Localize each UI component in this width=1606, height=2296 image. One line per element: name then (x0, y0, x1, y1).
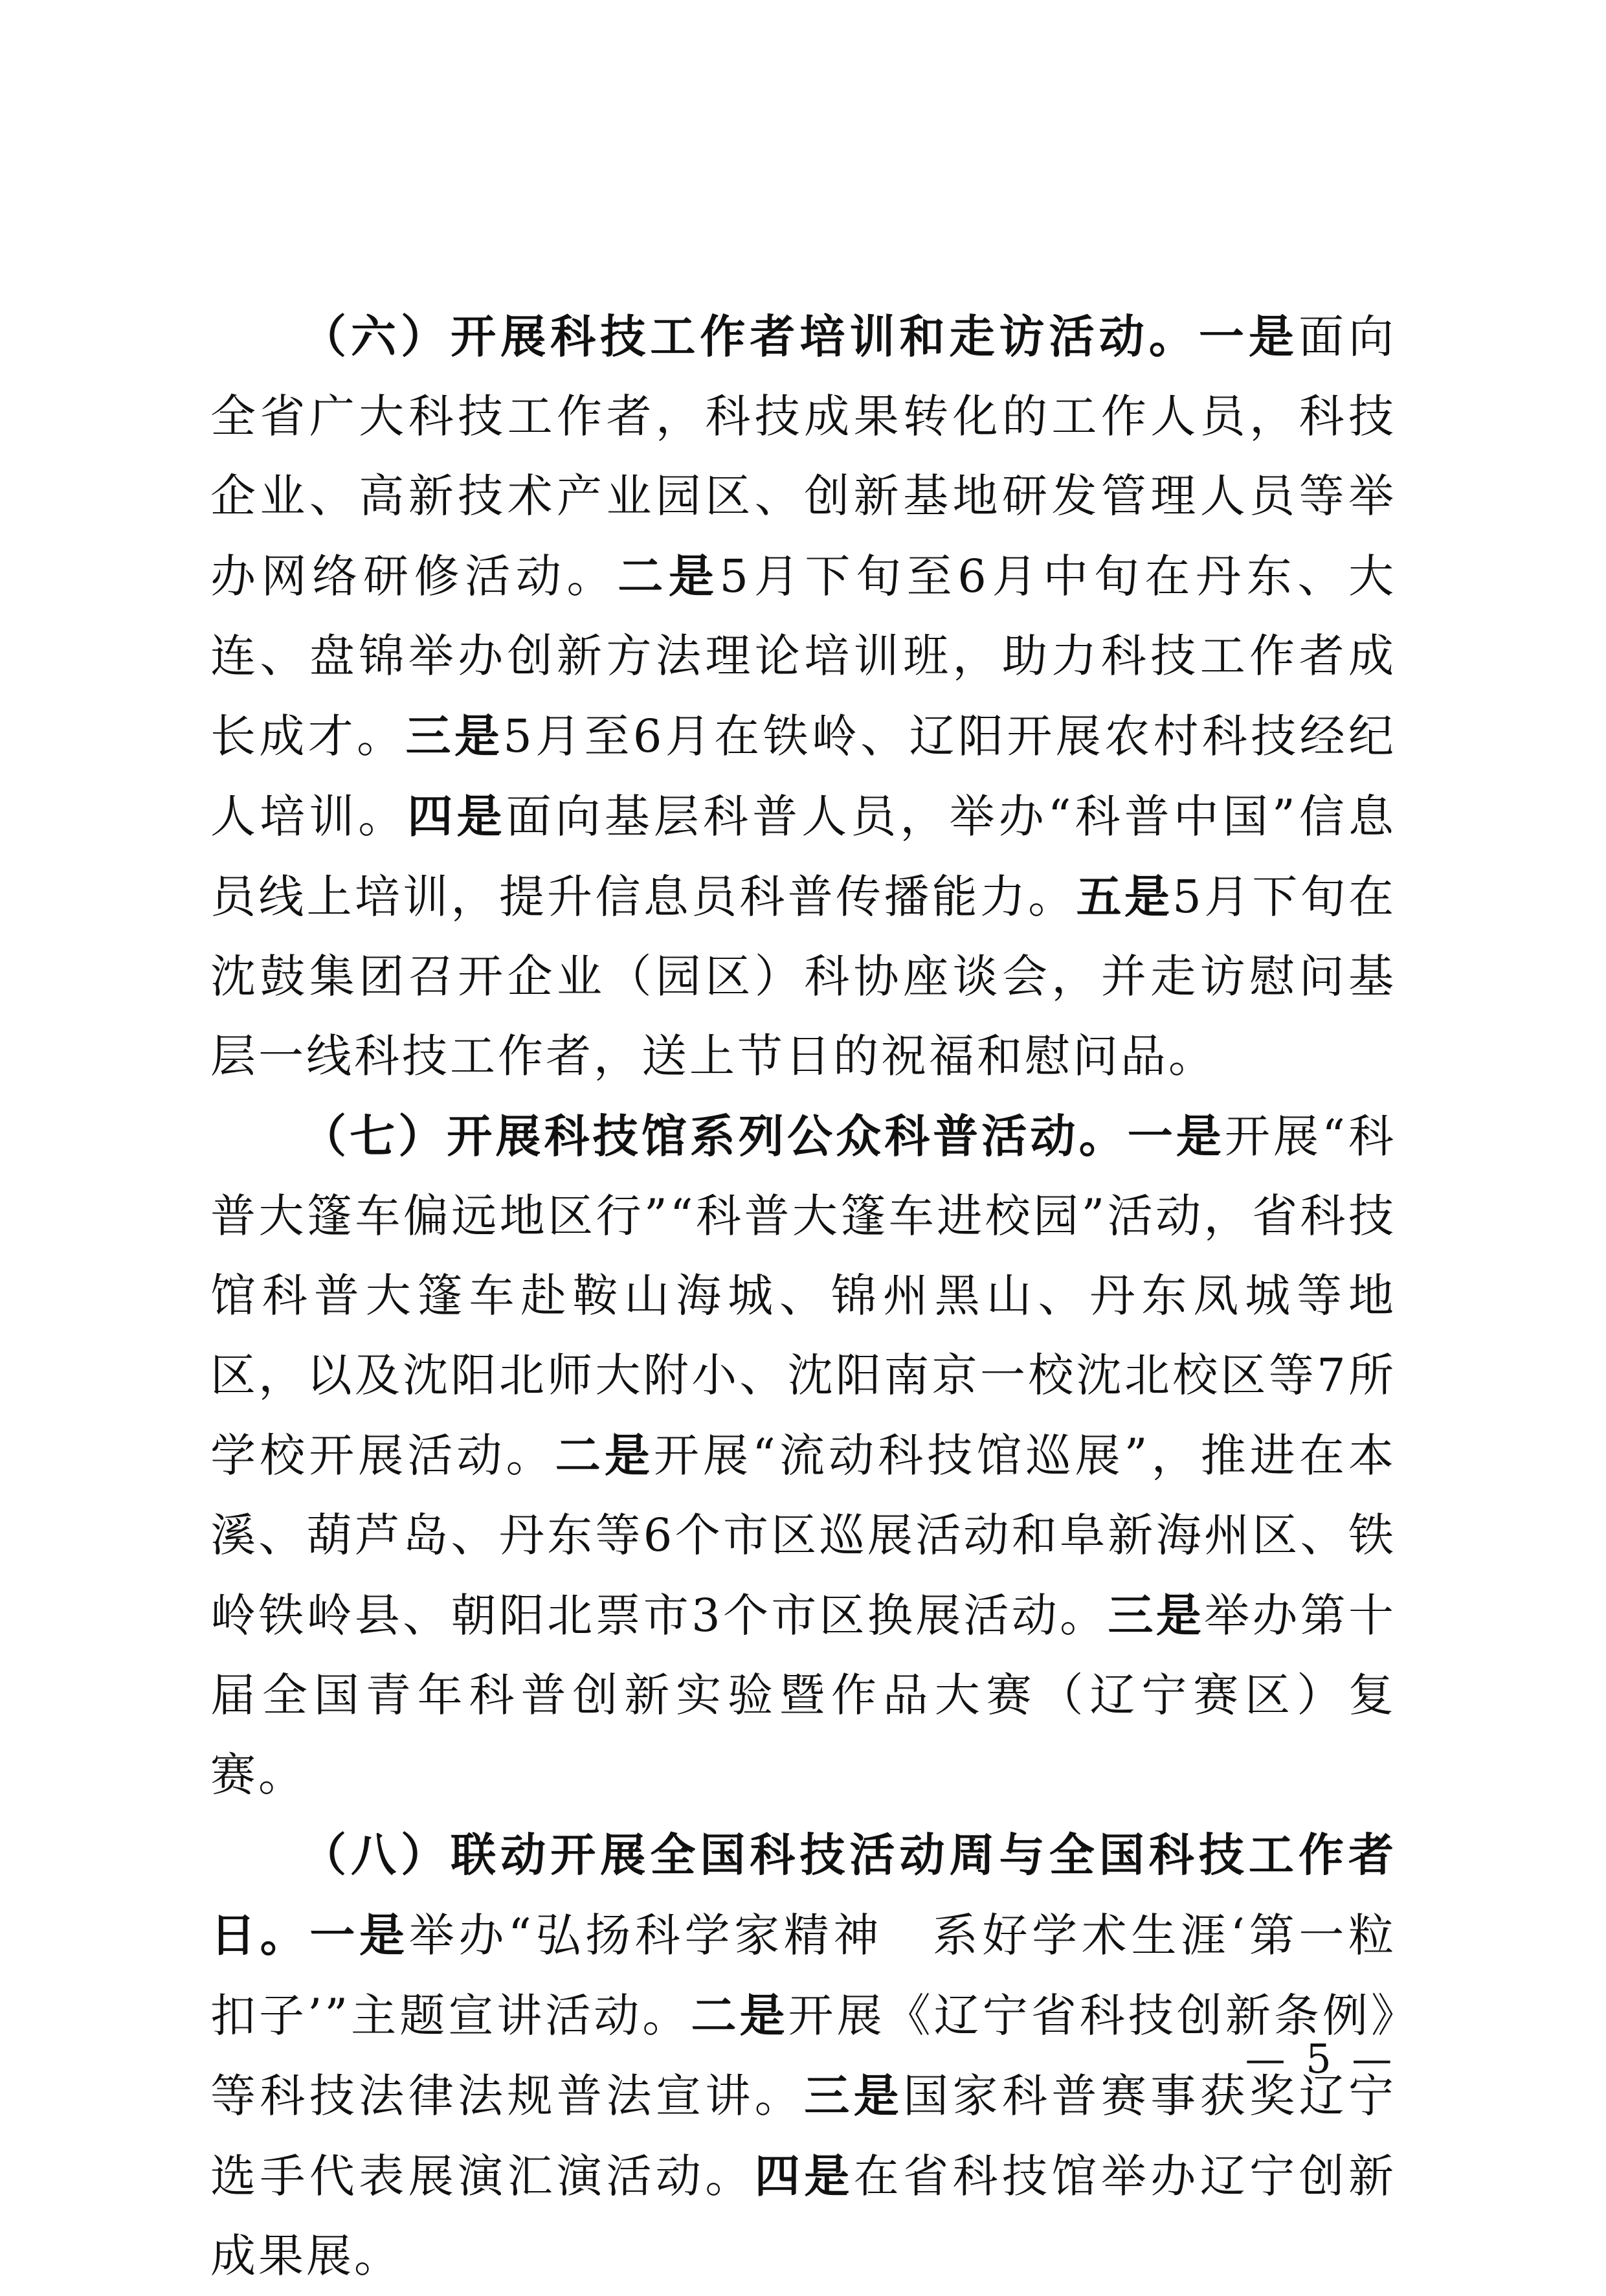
paragraph-6-item-2: 5月下旬至6月中旬在丹东、大连、盘锦举办创新方法理论培训班，助力科技工作者成长成才。 (210, 550, 1397, 763)
paragraph-6-item-1: 面向全省广大科技工作者，科技成果转化的工作人员，科技企业、高新技术产业园区、创新基地研发管理人员等举办网络研修活动。 (210, 310, 1397, 603)
ordinal-label: 三是 (1108, 1588, 1205, 1642)
paragraph-8-item-2: 开展《辽宁省科技创新条例》等科技法律法规普法宣讲。 (210, 1989, 1397, 2122)
document-body (210, 297, 1396, 2296)
ordinal-label: 四是 (407, 789, 506, 843)
ordinal-label: 二是 (618, 549, 720, 603)
ordinal-label: 二是 (555, 1428, 654, 1482)
paragraph-6-item-5: 5月下旬在沈鼓集团召开企业（园区）科协座谈会，并走访慰问基层一线科技工作者，送上节日的祝福和慰问品。 (210, 870, 1396, 1083)
paragraph-8-item-4: 在省科技馆举办辽宁创新成果展。 (210, 2150, 1397, 2282)
ordinal-label: 四是 (754, 2149, 854, 2203)
paragraph-7-item-3: 举办第十届全国青年科普创新实验暨作品大赛（辽宁赛区）复赛。 (210, 1589, 1396, 1801)
ordinal-label: 二是 (691, 1988, 788, 2042)
paragraph-7 (210, 1096, 1396, 1815)
paragraph-7-item-1: 开展“科普大篷车偏远地区行”“科普大篷车进校园”活动，省科技馆科普大篷车赴鞍山海城、锦州黑山、丹东凤城等地区，以及沈阳北师大附小、沈阳南京一校沈北校区等7所学校开展活动。 (210, 1110, 1396, 1482)
paragraph-8-heading: （八）联动开展全国科技活动周与全国科技工作者日。 (210, 1828, 1396, 1962)
paragraph-7-heading: （七）开展科技馆系列公众科普活动。 (301, 1109, 1128, 1163)
ordinal-label: 一是 (1198, 310, 1299, 363)
paragraph-8-item-3: 国家科普赛事获奖辽宁选手代表展演汇演活动。 (210, 2069, 1397, 2203)
ordinal-label: 一是 (1127, 1109, 1225, 1163)
ordinal-label: 五是 (1076, 870, 1173, 923)
paragraph-8-item-1: 举办“弘扬科学家精神 系好学术生涯‘第一粒扣子’”主题宣讲活动。 (210, 1909, 1397, 2042)
ordinal-label: 三是 (804, 2069, 904, 2122)
paragraph-6-item-4: 面向基层科普人员，举办“科普中国”信息员线上培训，提升信息员科普传播能力。 (210, 790, 1396, 923)
paragraph-8 (210, 1815, 1396, 2296)
paragraph-6 (210, 297, 1396, 1096)
ordinal-label: 三是 (405, 709, 504, 763)
page-number: — 5 — (1245, 2035, 1396, 2082)
paragraph-7-item-2: 开展“流动科技馆巡展”，推进在本溪、葫芦岛、丹东等6个市区巡展活动和阜新海州区、铁岭铁岭县、朝阳北票市3个市区换展活动。 (210, 1429, 1397, 1642)
paragraph-6-heading: （六）开展科技工作者培训和走访活动。 (301, 310, 1199, 363)
ordinal-label: 一是 (309, 1908, 409, 1962)
paragraph-6-item-3: 5月至6月在铁岭、辽阳开展农村科技经纪人培训。 (210, 710, 1397, 843)
